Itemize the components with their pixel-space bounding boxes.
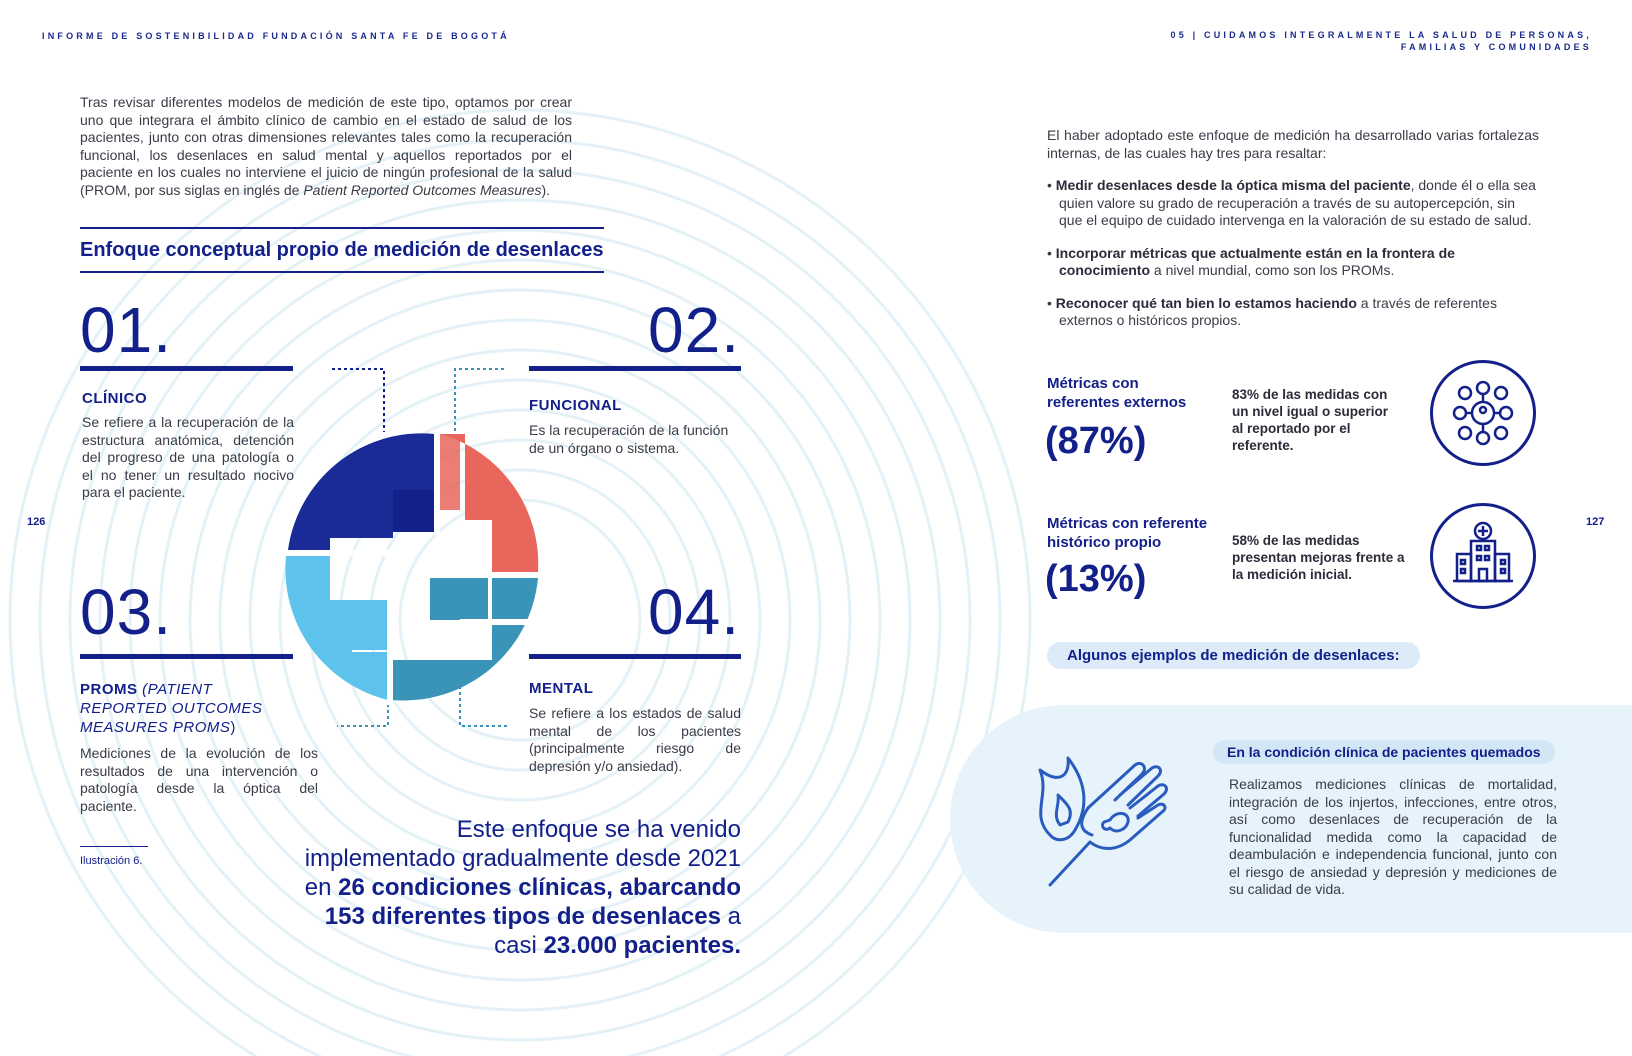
item-03-title-italic: (PATIENT REPORTED OUTCOMES MEASURES PROMS: [80, 681, 263, 736]
item-02-bar: [529, 366, 741, 371]
item-01-number: 01.: [80, 294, 172, 366]
strengths-list: [1047, 177, 1539, 330]
strength-1-bold: Medir desenlaces desde la óptica misma del paciente: [1055, 177, 1411, 193]
network-people-icon: [1430, 360, 1536, 466]
header-left-title: INFORME DE SOSTENIBILIDAD FUNDACIÓN SANTA FE DE BOGOTÁ: [42, 31, 510, 41]
item-04-number: 04.: [648, 576, 740, 648]
burned-hand-icon: [1030, 750, 1190, 895]
item-02-title: FUNCIONAL: [529, 397, 622, 414]
left-intro-end: ).: [541, 181, 551, 198]
strength-item-1: • Medir desenlaces desde la óptica misma del paciente, donde él o ella sea quien valore su grado de recuperación a través de su autopercepción, sin que el equipo de cuidado intervenga en la valoración de su estado de salud.: [1047, 177, 1536, 228]
caption-rule: [80, 846, 148, 847]
item-04-title: MENTAL: [529, 680, 594, 697]
item-01-bar: [80, 366, 293, 371]
outcomes-logo-graphic: [280, 360, 550, 730]
item-03-text: Mediciones de la evolución de los resultados de una intervención o patología desde la óptica del paciente.: [80, 745, 318, 814]
page-number-right: 127: [1586, 516, 1605, 528]
item-01-title: CLÍNICO: [82, 390, 148, 407]
section-title: Enfoque conceptual propio de medición de desenlaces: [80, 239, 604, 261]
right-intro-paragraph: El haber adoptado este enfoque de medición ha desarrollado varias fortalezas internas, de las cuales hay tres para resaltar:: [1047, 127, 1539, 161]
header-right-title: [1170, 29, 1592, 53]
section-rule-bottom: [80, 271, 604, 273]
highlight-text-2: a casi: [494, 903, 741, 959]
highlight-bold-2: 23.000 pacientes.: [543, 932, 741, 959]
left-intro-italic: Patient Reported Outcomes Measures: [303, 181, 542, 198]
section-rule-top: [80, 227, 604, 229]
left-intro-paragraph: [80, 94, 572, 199]
metric-2-title: Métricas con referente histórico propio: [1047, 515, 1208, 551]
item-03-title: [80, 680, 302, 737]
highlight-text-1: Este enfoque se ha venido implementado gradualmente desde 2021 en: [304, 816, 741, 901]
left-intro-text: Tras revisar diferentes modelos de medición de este tipo, optamos por crear uno que integrara el ámbito clínico de cambio en el estado de salud de los pacientes, junto con otras dimensiones relevantes tales como la recuperación funcional, los desenlaces en salud mental y aquellos reportados por el paciente en los cuales no interviene el juicio de ningún profesional de la salud (PROM, por sus siglas en inglés de: [80, 94, 572, 198]
strength-item-3: • Reconocer qué tan bien lo estamos haciendo a través de referentes externos o históricos propios.: [1047, 294, 1497, 328]
item-02-number: 02.: [648, 294, 740, 366]
strength-3-bold: Reconocer qué tan bien lo estamos haciendo: [1055, 294, 1357, 311]
metric-1-title: Métricas con referentes externos: [1047, 375, 1187, 411]
strength-2-text: a nivel mundial, como son los PROMs.: [1150, 262, 1395, 278]
examples-title: Algunos ejemplos de medición de desenlaces:: [1047, 642, 1420, 669]
highlight-statement: [300, 815, 741, 960]
highlight-bold-1: 26 condiciones clínicas, abarcando 153 diferentes tipos de desenlaces: [324, 874, 741, 930]
item-04-bar: [529, 654, 741, 659]
item-04-text: Se refiere a los estados de salud mental de los pacientes (principalmente riesgo de depresión y/o ansiedad).: [529, 705, 741, 774]
item-03-title-end: ): [230, 719, 236, 736]
item-01-text: Se refiere a la recuperación de la estructura anatómica, detención del progreso de una patología o el no tener un resultado nocivo para el paciente.: [82, 414, 294, 500]
illustration-caption: Ilustración 6.: [80, 855, 143, 867]
example-text: Realizamos mediciones clínicas de mortalidad, integración de los injertos, infecciones, entre otros, así como desenlaces de recuperación de la funcionalidad medida como la capacidad de deambulación e independencia funcional, junto con el riesgo de ansiedad y depresión y mediciones de su calidad de vida.: [1229, 776, 1557, 897]
page-number-left: 126: [27, 516, 46, 528]
strength-3-text: a través de referentes externos o históricos propios.: [1059, 294, 1497, 328]
header-right-line2: FAMILIAS Y COMUNIDADES: [1400, 42, 1592, 52]
strength-1-text: , donde él o ella sea quien valore su grado de recuperación a través de su autopercepción, sin que el equipo de cuidado intervenga en la valoración de su estado de salud.: [1059, 177, 1536, 228]
metric-2-description: 58% de las medidas presentan mejoras frente a la medición inicial.: [1232, 533, 1405, 582]
item-03-number: 03.: [80, 576, 172, 648]
header-right-line1: 05 | CUIDAMOS INTEGRALMENTE LA SALUD DE PERSONAS,: [1170, 30, 1592, 40]
example-title: En la condición clínica de pacientes quemados: [1213, 740, 1555, 764]
item-02-text: Es la recuperación de la función de un órgano o sistema.: [529, 422, 729, 456]
hospital-icon: [1430, 503, 1536, 609]
metric-2-percent: (13%): [1045, 558, 1147, 600]
strength-item-2: • Incorporar métricas que actualmente están en la frontera de conocimiento a nivel mundial, como son los PROMs.: [1047, 244, 1455, 278]
metric-1-description: 83% de las medidas con un nivel igual o superior al reportado por el referente.: [1232, 387, 1389, 453]
item-03-bar: [80, 654, 293, 659]
metric-1-percent: (87%): [1045, 420, 1147, 462]
item-03-title-bold: PROMS: [80, 681, 138, 698]
strength-2-bold: Incorporar métricas que actualmente están en la frontera de conocimiento: [1055, 244, 1455, 278]
